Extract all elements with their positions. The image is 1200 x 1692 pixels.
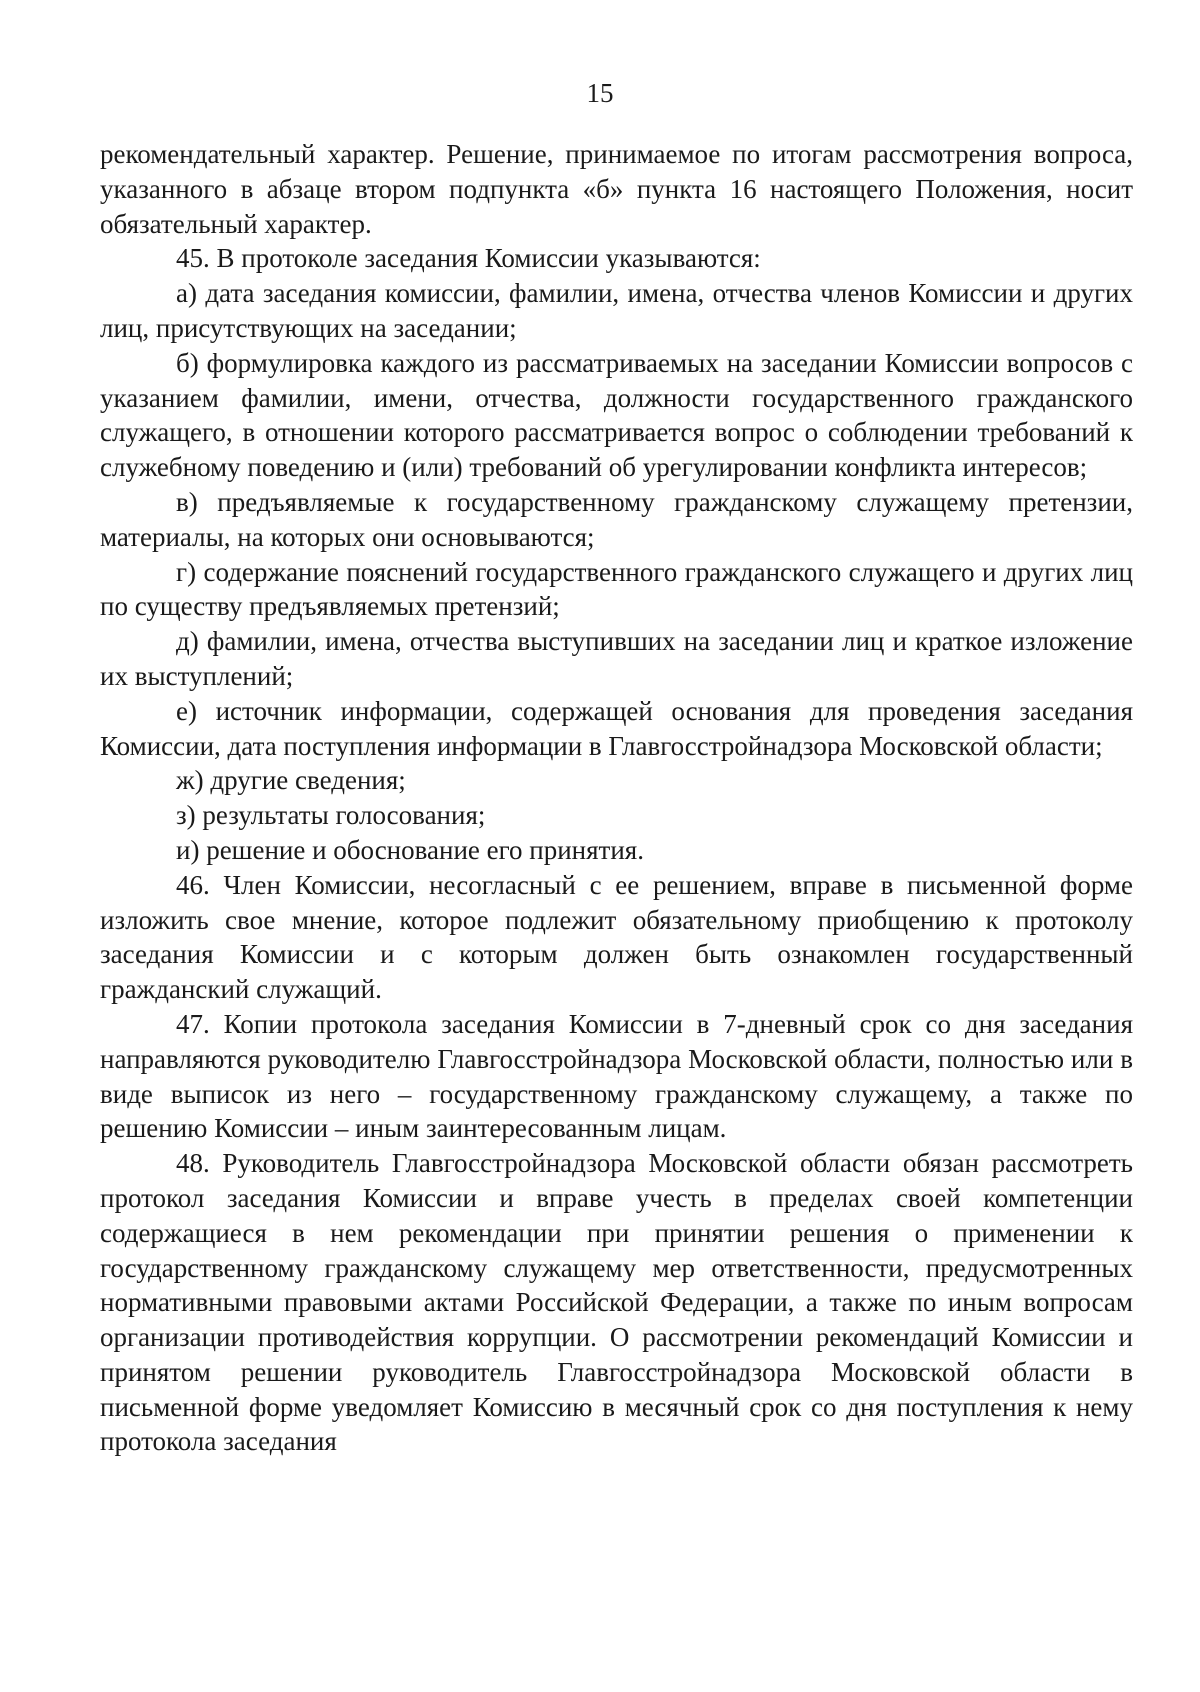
paragraph-subitem-i: и) решение и обоснование его принятия.: [176, 834, 644, 865]
document-body: [100, 137, 1133, 1459]
paragraph-subitem-e: е) источник информации, содержащей основания для проведения заседания Комиссии, дата поступления информации в Главгосстройнадзора Московской области;: [100, 695, 1133, 761]
paragraph-item-45: 45. В протоколе заседания Комиссии указываются:: [176, 243, 761, 274]
paragraph-item-47: 47. Копии протокола заседания Комиссии в 7-дневный срок со дня заседания направляются руководителю Главгосстройнадзора Московской области, полностью или в виде выписок из него – государственному гражданскому служащему, а также по решению Комиссии – иным заинтересованным лицам.: [100, 1008, 1133, 1144]
paragraph-continuation: рекомендательный характер. Решение, принимаемое по итогам рассмотрения вопроса, указанного в абзаце втором подпункта «б» пункта 16 настоящего Положения, носит обязательный характер.: [100, 139, 1133, 239]
paragraph-subitem-g: г) содержание пояснений государственного гражданского служащего и других лиц по существу предъявляемых претензий;: [100, 556, 1133, 622]
paragraph-item-48: 48. Руководитель Главгосстройнадзора Московской области обязан рассмотреть протокол заседания Комиссии и вправе учесть в пределах своей компетенции содержащиеся в нем рекомендации при принятии решения о применении к государственному гражданскому служащему мер ответственности, предусмотренных нормативными правовыми актами Российской Федерации, а также по иным вопросам организации противодействия коррупции. О рассмотрении рекомендаций Комиссии и принятом решении руководитель Главгосстройнадзора Московской области в письменной форме уведомляет Комиссию в месячный срок со дня поступления к нему протокола заседания: [100, 1148, 1133, 1457]
paragraph-subitem-b: б) формулировка каждого из рассматриваемых на заседании Комиссии вопросов с указанием фамилии, имени, отчества, должности государственного гражданского служащего, в отношении которого рассматривается вопрос о соблюдении требований к служебному поведению и (или) требований об урегулировании конфликта интересов;: [100, 347, 1133, 483]
paragraph-item-46: 46. Член Комиссии, несогласный с ее решением, вправе в письменной форме изложить свое мнение, которое подлежит обязательному приобщению к протоколу заседания Комиссии и с которым должен быть ознакомлен государственный гражданский служащий.: [100, 869, 1133, 1005]
paragraph-subitem-v: в) предъявляемые к государственному гражданскому служащему претензии, материалы, на которых они основываются;: [100, 486, 1133, 552]
paragraph-subitem-z: з) результаты голосования;: [176, 800, 486, 831]
paragraph-subitem-d: д) фамилии, имена, отчества выступивших на заседании лиц и краткое изложение их выступлений;: [100, 626, 1133, 691]
page-number: 15: [586, 78, 614, 108]
paragraph-subitem-zh: ж) другие сведения;: [176, 765, 406, 796]
paragraph-subitem-a: а) дата заседания комиссии, фамилии, имена, отчества членов Комиссии и других лиц, присутствующих на заседании;: [100, 278, 1133, 343]
